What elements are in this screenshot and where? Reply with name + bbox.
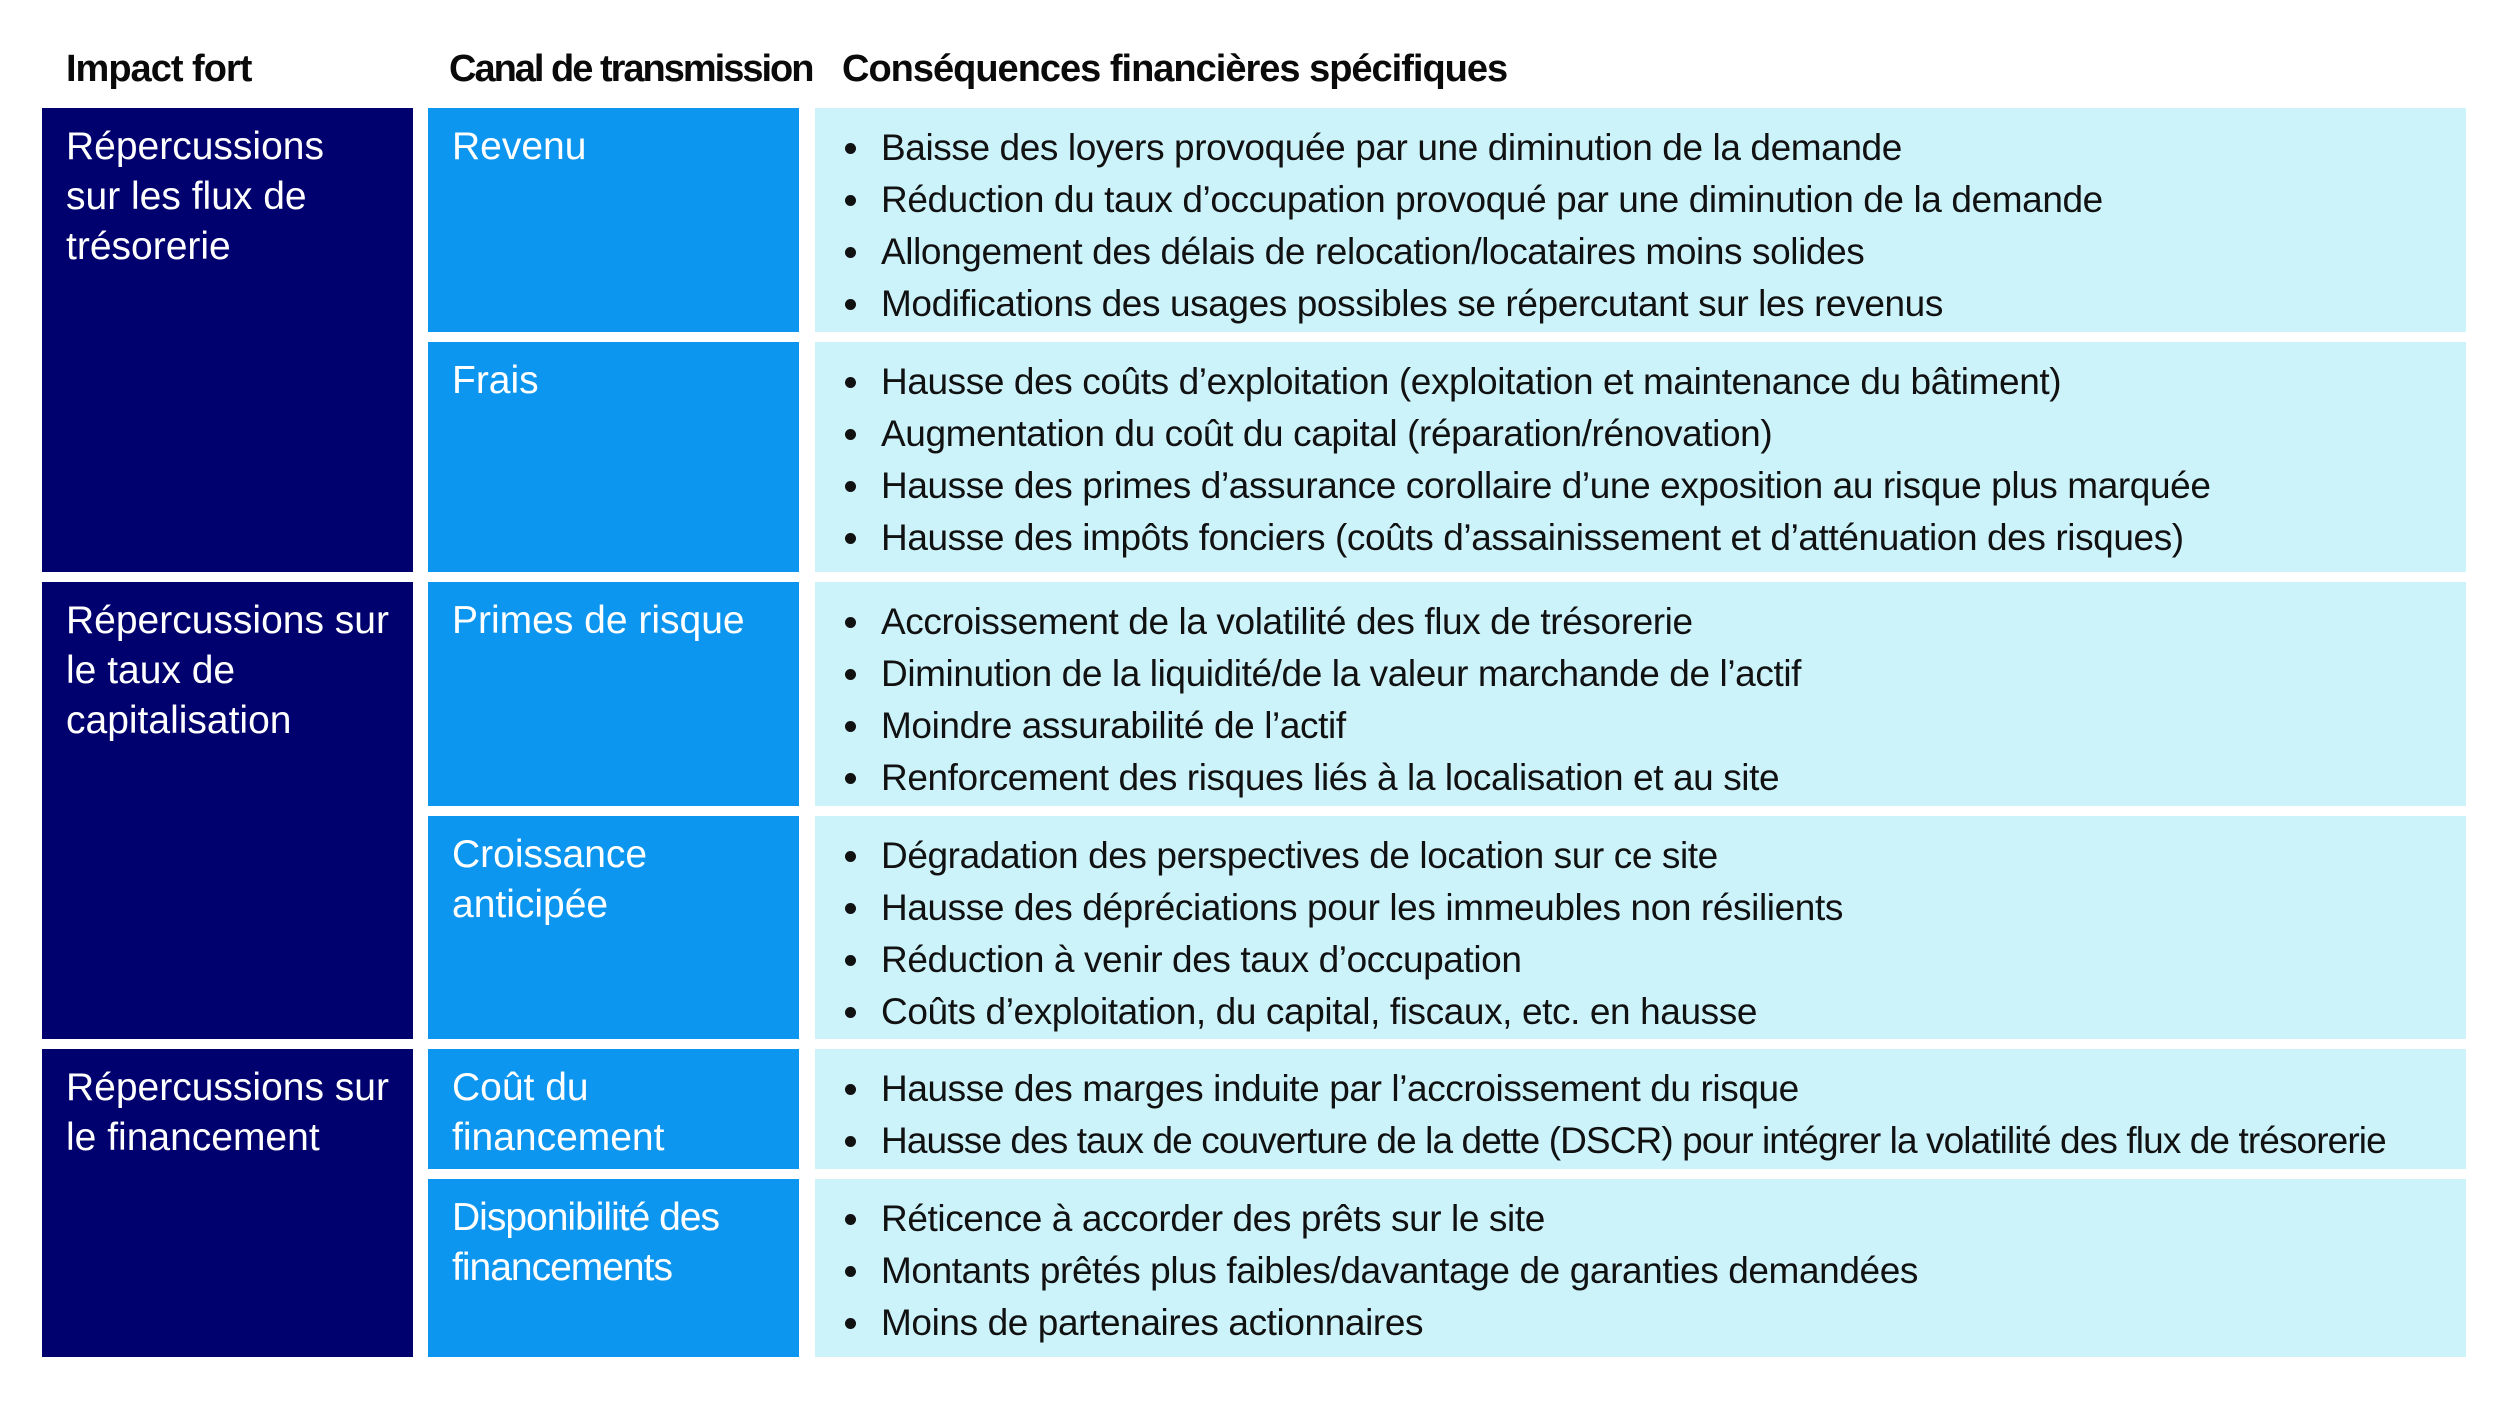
list-item: Hausse des impôts fonciers (coûts d’assainissement et d’atténuation des risques) bbox=[815, 512, 2466, 564]
list-item: Hausse des dépréciations pour les immeubles non résilients bbox=[815, 882, 2466, 934]
list-item: Hausse des primes d’assurance corollaire d’une exposition au risque plus marquée bbox=[815, 460, 2466, 512]
impact-cap-rate bbox=[42, 582, 413, 1039]
consequences-frais bbox=[815, 342, 2466, 572]
header-consequences: Conséquences financières spécifiques bbox=[842, 48, 1508, 90]
consequences-list bbox=[815, 356, 2466, 564]
consequences-disponibilite-des-financements bbox=[815, 1179, 2466, 1357]
consequences-list bbox=[815, 122, 2466, 330]
list-item: Dégradation des perspectives de location sur ce site bbox=[815, 830, 2466, 882]
list-item: Hausse des coûts d’exploitation (exploitation et maintenance du bâtiment) bbox=[815, 356, 2466, 408]
impact-label: Répercussions sur le financement bbox=[66, 1066, 389, 1159]
list-item: Augmentation du coût du capital (réparation/rénovation) bbox=[815, 408, 2466, 460]
canal-disponibilite-des-financements bbox=[428, 1179, 799, 1357]
impact-label: Répercussions sur les flux de trésorerie bbox=[66, 125, 324, 268]
list-item: Moindre assurabilité de l’actif bbox=[815, 700, 2466, 752]
list-item: Réticence à accorder des prêts sur le site bbox=[815, 1193, 2466, 1245]
list-item: Montants prêtés plus faibles/davantage de garanties demandées bbox=[815, 1245, 2466, 1297]
list-item: Réduction à venir des taux d’occupation bbox=[815, 934, 2466, 986]
impact-label: Répercussions sur le taux de capitalisation bbox=[66, 599, 389, 742]
consequences-list bbox=[815, 1193, 2466, 1349]
canal-label: Croissance anticipée bbox=[452, 833, 648, 926]
consequences-cout-du-financement bbox=[815, 1049, 2466, 1169]
list-item: Hausse des taux de couverture de la dette (DSCR) pour intégrer la volatilité des flux de trésorerie bbox=[815, 1115, 2466, 1167]
list-item: Diminution de la liquidité/de la valeur marchande de l’actif bbox=[815, 648, 2466, 700]
canal-label: Primes de risque bbox=[452, 599, 745, 642]
canal-label: Disponibilité des financements bbox=[452, 1196, 719, 1289]
consequences-list bbox=[815, 1063, 2466, 1167]
canal-primes-de-risque bbox=[428, 582, 799, 806]
canal-label: Frais bbox=[452, 359, 539, 402]
list-item: Moins de partenaires actionnaires bbox=[815, 1297, 2466, 1349]
list-item: Renforcement des risques liés à la localisation et au site bbox=[815, 752, 2466, 804]
canal-label: Coût du financement bbox=[452, 1066, 665, 1159]
list-item: Baisse des loyers provoquée par une diminution de la demande bbox=[815, 122, 2466, 174]
canal-cout-du-financement bbox=[428, 1049, 799, 1169]
consequences-list bbox=[815, 830, 2466, 1038]
canal-revenu bbox=[428, 108, 799, 332]
canal-frais bbox=[428, 342, 799, 572]
consequences-revenu bbox=[815, 108, 2466, 332]
list-item: Accroissement de la volatilité des flux de trésorerie bbox=[815, 596, 2466, 648]
header-impact: Impact fort bbox=[66, 48, 252, 90]
consequences-primes-de-risque bbox=[815, 582, 2466, 806]
impact-financing bbox=[42, 1049, 413, 1357]
canal-croissance-anticipee bbox=[428, 816, 799, 1039]
list-item: Coûts d’exploitation, du capital, fiscaux, etc. en hausse bbox=[815, 986, 2466, 1038]
impact-cash-flow bbox=[42, 108, 413, 572]
list-item: Modifications des usages possibles se répercutant sur les revenus bbox=[815, 278, 2466, 330]
canal-label: Revenu bbox=[452, 125, 587, 168]
consequences-list bbox=[815, 596, 2466, 804]
header-canal: Canal de transmission bbox=[449, 48, 813, 90]
list-item: Hausse des marges induite par l’accroissement du risque bbox=[815, 1063, 2466, 1115]
consequences-croissance-anticipee bbox=[815, 816, 2466, 1039]
list-item: Allongement des délais de relocation/locataires moins solides bbox=[815, 226, 2466, 278]
list-item: Réduction du taux d’occupation provoqué par une diminution de la demande bbox=[815, 174, 2466, 226]
